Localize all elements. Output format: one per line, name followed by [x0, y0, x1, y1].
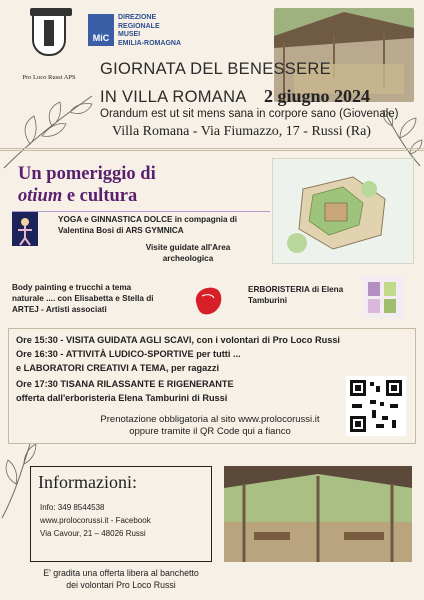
proloco-logo — [18, 10, 78, 90]
event-title-line2: IN VILLA ROMANA — [100, 88, 247, 106]
program-line: Ore 16:30 - ATTIVITÀ LUDICO-SPORTIVE per tutti ... — [16, 349, 241, 359]
motto: Orandum est ut sit mens sana in corpore sano (Giovenale) — [100, 108, 399, 120]
archaeological-plan-image — [272, 158, 414, 264]
info-website[interactable]: www.prolocorussi.it - Facebook — [40, 516, 151, 525]
divider — [0, 150, 424, 151]
event-date: 2 giugno 2024 — [264, 86, 371, 106]
program-line: Ore 15:30 - VISITA GUIDATA AGLI SCAVI, con i volontari di Pro Loco Russi — [16, 335, 340, 345]
yoga-photo — [12, 212, 38, 246]
qr-code-icon[interactable] — [346, 376, 406, 436]
body-painting-text: Body painting e trucchi a tema naturale .... con Elisabetta e Stella di ARTEJ - Artisti associati — [12, 283, 154, 315]
mic-text: DIREZIONE REGIONALE MUSEI EMILIA-ROMAGNA — [118, 14, 181, 47]
donation-note: E' gradita una offerta libera al banchetto dei volontari Pro Loco Russi — [43, 568, 199, 590]
mic-logo — [88, 14, 198, 52]
info-address: Via Cavour, 21 – 48026 Russi — [40, 529, 146, 538]
yoga-description: YOGA e GINNASTICA DOLCE in compagnia di Valentina Bosi di ARS GYMNICA — [58, 215, 238, 235]
intro-line1: Un pomeriggio di — [18, 164, 156, 184]
erboristeria-logo — [360, 274, 406, 320]
info-title: Informazioni: — [38, 472, 137, 492]
program-line: offerta dall'erboristeria Elena Tamburini di Russi — [16, 393, 228, 403]
tower-icon — [44, 20, 54, 46]
program-line: Ore 17:30 TISANA RILASSANTE E RIGENERANTE — [16, 379, 234, 389]
pavilion-photo — [224, 466, 412, 562]
mic-badge: MiC — [88, 14, 114, 46]
divider — [0, 148, 424, 149]
intro-line2: otium e cultura — [18, 186, 138, 206]
event-address: Villa Romana - Via Fiumazzo, 17 - Russi (Ra) — [112, 124, 371, 139]
event-title-line1: GIORNATA DEL BENESSERE — [100, 60, 331, 78]
artej-logo — [190, 282, 226, 318]
proloco-caption: Pro Loco Russi APS — [22, 74, 76, 81]
erboristeria-text: ERBORISTERIA di Elena Tamburini — [248, 285, 344, 305]
booking-info: Prenotazione obbligatoria al sito www.prolocorussi.it oppure tramite il QR Code qui a fianco — [100, 414, 320, 437]
program-line: e LABORATORI CREATIVI A TEMA, per ragazzi — [16, 363, 219, 373]
info-phone: Info: 349 8544538 — [40, 503, 105, 512]
guided-visits-text: Visite guidate all'Area archeologica — [145, 243, 231, 263]
